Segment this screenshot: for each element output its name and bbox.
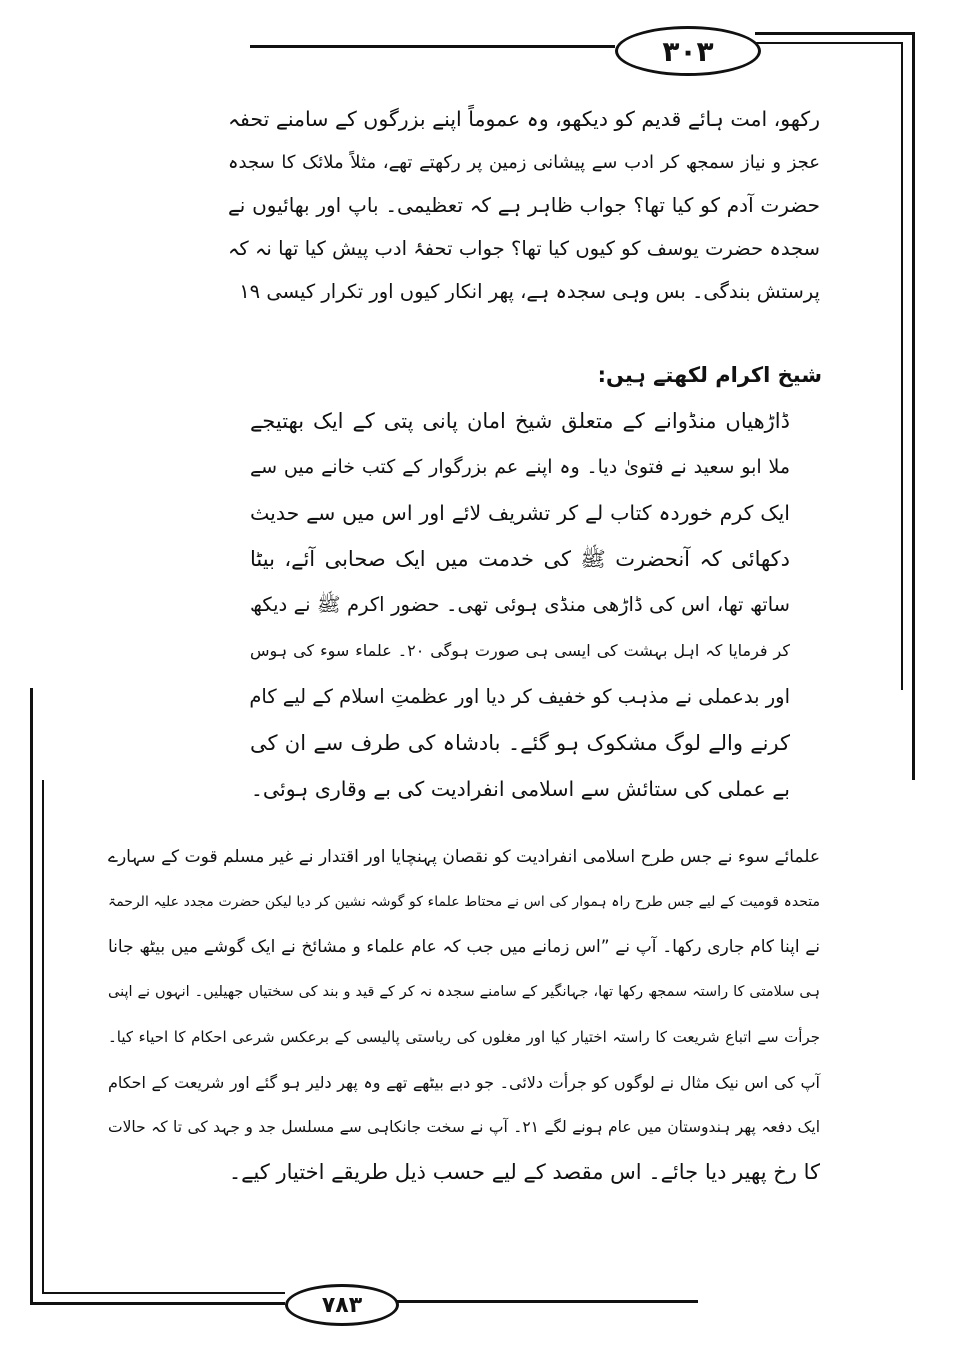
text-line: پرستش بندگی۔ بس وہی سجدہ ہے، پھر انکار کیوں اور تکرار کیسی ۱۹ — [239, 280, 820, 303]
frame-top-outer-vertical — [912, 32, 915, 780]
frame-top-inner-horizontal — [755, 42, 903, 44]
quote-heading: شیخ اکرام لکھتے ہیں: — [597, 363, 822, 387]
block-quote — [250, 398, 790, 812]
frame-top-inner-vertical — [901, 42, 903, 690]
text-line: نے اپنا کام جاری رکھا۔ آپ نے ”اس زمانے میں جب کہ عام علماء و مشائخ نے ایک گوشے میں بیٹھ جانا — [108, 937, 820, 957]
text-line: ایک دفعہ پھر ہندوستان میں عام ہونے لگے ۲۱۔ آپ نے سخت جانکاہی سے مسلسل جد و جہد کی تا کہ حالات — [108, 1118, 820, 1136]
page-number-top: ۳۰۳ — [615, 26, 761, 76]
text-line: عجز و نیاز سمجھ کر ادب سے پیشانی زمین پر رکھتے تھے، مثلاً ملائک کا سجدہ — [228, 152, 820, 173]
text-line: آپ کی اس نیک مثال نے لوگوں کو جرأت دلائی۔ جو دبے بیٹھے تھے وہ پھر دلیر ہو گئے اور شریعت کے احکام — [108, 1073, 820, 1092]
text-line: ہی سلامتی کا راستہ سمجھ رکھا تھا، جہانگیر کے سامنے سجدہ نہ کر کے قید و بند کی سختیاں جھیلیں۔ انہوں نے اپنی — [108, 984, 820, 1000]
text-line: جرأت سے اتباع شریعت کا راستہ اختیار کیا اور مغلوں کی ریاستی پالیسی کے برعکس شرعی احکام کا احیاء کیا۔ — [108, 1028, 820, 1046]
frame-bottom-outer-vertical — [30, 688, 33, 1304]
quote-line: دکھائی کہ آنحضرت ﷺ کی خدمت میں ایک صحابی آئے، بیٹا — [250, 547, 790, 571]
text-line: حضرت آدم کو کیا تھا؟ جواب ظاہر ہے کہ تعظیمی۔ باپ اور بھائیوں نے — [228, 193, 820, 217]
frame-top-left-horizontal — [250, 45, 615, 48]
quote-line: ڈاڑھیاں منڈوانے کے متعلق شیخ امان پانی پتی کے ایک بھتیجے — [250, 409, 790, 433]
text-line: رکھو، امت ہائے قدیم کو دیکھو، وہ عموماً اپنے بزرگوں کے سامنے تحفہ — [228, 107, 820, 131]
quote-line: اور بدعملی نے مذہب کو خفیف کر دیا اور عظمتِ اسلام کے لیے کام — [249, 685, 790, 708]
text-line: سجدہ حضرت یوسف کو کیوں کیا تھا؟ جواب تحفۂ ادب پیش کیا تھا نہ کہ — [228, 237, 820, 260]
frame-bottom-right-horizontal — [393, 1300, 698, 1303]
frame-bottom-inner-vertical — [42, 780, 44, 1294]
quote-line: ساتھ تھا، اس کی ڈاڑھی منڈی ہوئی تھی۔ حضور اکرم ﷺ نے دیکھ — [250, 593, 790, 616]
text-line: علمائے سوء نے جس طرح اسلامی انفرادیت کو نقصان پہنچایا اور اقتدار نے غیر مسلم قوت کے سہارے — [108, 847, 820, 867]
frame-bottom-inner-horizontal — [42, 1292, 285, 1294]
quote-line: بے عملی کی ستائش سے اسلامی انفرادیت کی بے وقاری ہوئی۔ — [250, 777, 790, 801]
quote-line: ملا ابو سعید نے فتویٰ دیا۔ وہ اپنے عم بزرگوار کے کتب خانے میں سے — [250, 456, 790, 478]
text-line: کا رخ پھیر دیا جائے۔ اس مقصد کے لیے حسب ذیل طریقے اختیار کیے۔ — [228, 1160, 820, 1184]
frame-bottom-outer-horizontal — [30, 1302, 285, 1305]
quote-line: کر فرمایا کہ اہل بہشت کی ایسی ہی صورت ہوگی ۲۰۔ علماء سوء کی ہوس — [250, 641, 790, 660]
paragraph-mujaddid — [108, 835, 820, 1195]
quote-line: کرنے والے لوگ مشکوک ہو گئے۔ بادشاہ کی طرف سے ان کی — [250, 731, 790, 755]
page-number-bottom: ۷۸۳ — [285, 1284, 399, 1326]
text-line: متحدہ قومیت کے لیے جس طرح راہ ہموار کی اس نے محتاط علماء کو گوشہ نشین کر دیا لیکن حضرت مجدد علیہ الرحمۃ — [108, 894, 820, 910]
paragraph-sajda — [228, 98, 820, 313]
frame-top-outer-horizontal — [755, 32, 915, 35]
quote-line: ایک کرم خوردہ کتاب لے کر تشریف لائے اور اس میں سے حدیث — [250, 501, 790, 525]
